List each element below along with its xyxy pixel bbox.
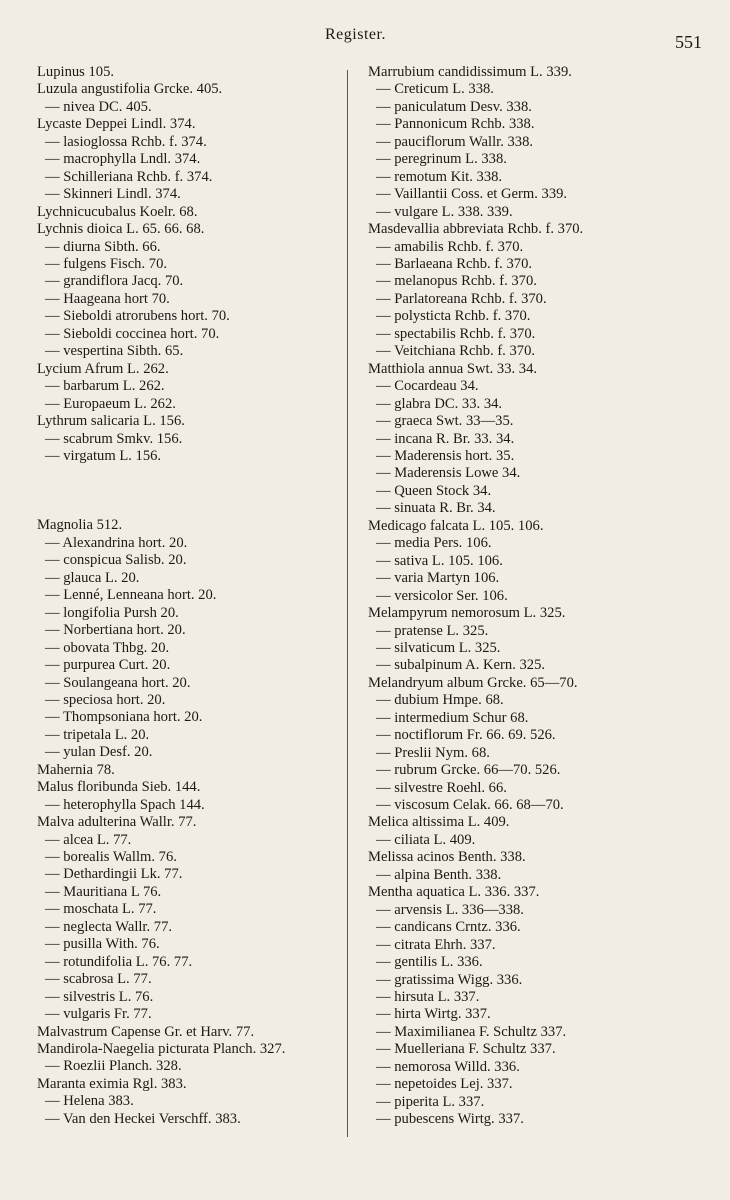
- index-entry: Malvastrum Capense Gr. et Harv. 77.: [37, 1023, 255, 1040]
- index-subentry: — amabilis Rchb. f. 370.: [376, 238, 524, 255]
- index-entry: Melandryum album Grcke. 65—70.: [368, 674, 578, 691]
- index-subentry: — Lenné, Lenneana hort. 20.: [45, 587, 217, 604]
- index-subentry: — gentilis L. 336.: [376, 954, 483, 971]
- index-subentry: — pubescens Wirtg. 337.: [376, 1111, 524, 1128]
- index-subentry: — Parlatoreana Rchb. f. 370.: [376, 290, 547, 307]
- index-subentry: — Maderensis Lowe 34.: [376, 465, 521, 482]
- running-title: Register.: [325, 26, 386, 43]
- index-subentry: — citrata Ehrh. 337.: [376, 936, 496, 953]
- index-entry: Melampyrum nemorosum L. 325.: [368, 605, 566, 622]
- index-subentry: — Queen Stock 34.: [376, 482, 492, 499]
- index-subentry: — nemorosa Willd. 336.: [376, 1058, 520, 1075]
- index-subentry: — borealis Wallm. 76.: [45, 849, 177, 866]
- index-column-right: [368, 64, 698, 1129]
- index-subentry: — silvestre Roehl. 66.: [376, 779, 507, 796]
- index-entry: Magnolia 512.: [37, 517, 123, 534]
- index-subentry: — heterophylla Spach 144.: [45, 796, 205, 813]
- index-subentry: — paniculatum Desv. 338.: [376, 98, 532, 115]
- index-subentry: — yulan Desf. 20.: [45, 744, 153, 761]
- index-subentry: — spectabilis Rchb. f. 370.: [376, 325, 536, 342]
- index-entry: Lychnis dioica L. 65. 66. 68.: [37, 221, 205, 238]
- index-subentry: — macrophylla Lndl. 374.: [45, 151, 201, 168]
- index-subentry: — Veitchiana Rchb. f. 370.: [376, 343, 536, 360]
- index-entry: Matthiola annua Swt. 33. 34.: [368, 360, 538, 377]
- index-subentry: — Pannonicum Rchb. 338.: [376, 116, 535, 133]
- index-entry: Lythrum salicaria L. 156.: [37, 413, 185, 430]
- index-subentry: — scabrosa L. 77.: [45, 971, 152, 988]
- index-subentry: — nivea DC. 405.: [45, 98, 152, 115]
- index-subentry: — Soulangeana hort. 20.: [45, 674, 191, 691]
- index-subentry: — Maderensis hort. 35.: [376, 447, 515, 464]
- index-subentry: — tripetala L. 20.: [45, 726, 150, 743]
- index-entry: Malus floribunda Sieb. 144.: [37, 779, 201, 796]
- index-entry: Maranta eximia Rgl. 383.: [37, 1075, 187, 1092]
- index-entry: Melissa acinos Benth. 338.: [368, 849, 526, 866]
- index-subentry: — silvestris L. 76.: [45, 988, 154, 1005]
- index-subentry: — varia Martyn 106.: [376, 570, 500, 587]
- index-entry: Medicago falcata L. 105. 106.: [368, 517, 544, 534]
- index-subentry: — Van den Heckei Verschff. 383.: [45, 1110, 241, 1127]
- index-entry: Lycaste Deppei Lindl. 374.: [37, 116, 196, 133]
- index-subentry: — pusilla With. 76.: [45, 936, 160, 953]
- index-entry: Mandirola-Naegelia picturata Planch. 327.: [37, 1041, 286, 1058]
- index-subentry: — glabra DC. 33. 34.: [376, 395, 503, 412]
- index-section-m: [37, 517, 342, 1128]
- index-entry: Masdevallia abbreviata Rchb. f. 370.: [368, 221, 584, 238]
- index-entry: Mentha aquatica L. 336. 337.: [368, 884, 540, 901]
- index-subentry: — peregrinum L. 338.: [376, 151, 507, 168]
- index-subentry: — remotum Kit. 338.: [376, 168, 503, 185]
- index-subentry: — melanopus Rchb. f. 370.: [376, 273, 537, 290]
- index-subentry: — polysticta Rchb. f. 370.: [376, 308, 531, 325]
- index-subentry: — neglecta Wallr. 77.: [45, 918, 173, 935]
- index-subentry: — Maximilianea F. Schultz 337.: [376, 1023, 567, 1040]
- index-subentry: — vulgare L. 338. 339.: [376, 203, 513, 220]
- index-subentry: — alpina Benth. 338.: [376, 866, 502, 883]
- index-subentry: — hirta Wirtg. 337.: [376, 1006, 491, 1023]
- index-subentry: — Sieboldi coccinea hort. 70.: [45, 325, 220, 342]
- index-subentry: — Schilleriana Rchb. f. 374.: [45, 168, 213, 185]
- index-subentry: — Preslii Nym. 68.: [376, 744, 490, 761]
- index-subentry: — Dethardingii Lk. 77.: [45, 866, 183, 883]
- index-subentry: — media Pers. 106.: [376, 535, 492, 552]
- index-subentry: — Muelleriana F. Schultz 337.: [376, 1041, 556, 1058]
- index-subentry: — viscosum Celak. 66. 68—70.: [376, 797, 564, 814]
- index-subentry: — obovata Thbg. 20.: [45, 639, 170, 656]
- index-subentry: — Haageana hort 70.: [45, 290, 170, 307]
- index-subentry: — Europaeum L. 262.: [45, 395, 176, 412]
- index-subentry: — silvaticum L. 325.: [376, 639, 501, 656]
- index-subentry: — fulgens Fisch. 70.: [45, 255, 168, 272]
- index-subentry: — virgatum L. 156.: [45, 447, 162, 464]
- index-subentry: — lasioglossa Rchb. f. 374.: [45, 133, 207, 150]
- index-subentry: — sativa L. 105. 106.: [376, 552, 503, 569]
- index-subentry: — graeca Swt. 33—35.: [376, 413, 514, 430]
- index-subentry: — rotundifolia L. 76. 77.: [45, 953, 193, 970]
- index-subentry: — pratense L. 325.: [376, 622, 489, 639]
- index-subentry: — moschata L. 77.: [45, 901, 157, 918]
- index-subentry: — diurna Sibth. 66.: [45, 238, 161, 255]
- index-entry: Melica altissima L. 409.: [368, 814, 510, 831]
- index-subentry: — incana R. Br. 33. 34.: [376, 430, 515, 447]
- index-subentry: — scabrum Smkv. 156.: [45, 430, 183, 447]
- index-subentry: — alcea L. 77.: [45, 831, 132, 848]
- index-subentry: — candicans Crntz. 336.: [376, 919, 521, 936]
- index-subentry: — Vaillantii Coss. et Germ. 339.: [376, 186, 568, 203]
- index-subentry: — grandiflora Jacq. 70.: [45, 273, 184, 290]
- index-section-m-continued: [368, 64, 698, 1129]
- index-entry: Marrubium candidissimum L. 339.: [368, 64, 572, 80]
- index-entry: Mahernia 78.: [37, 761, 115, 778]
- page-number: 551: [675, 32, 702, 52]
- index-subentry: — longifolia Pursh 20.: [45, 604, 179, 621]
- index-subentry: — Norbertiana hort. 20.: [45, 622, 186, 639]
- index-subentry: — purpurea Curt. 20.: [45, 657, 171, 674]
- column-divider: [347, 70, 348, 1137]
- index-entry: Luzula angustifolia Grcke. 405.: [37, 81, 223, 98]
- index-subentry: — rubrum Grcke. 66—70. 526.: [376, 762, 561, 779]
- index-subentry: — noctiflorum Fr. 66. 69. 526.: [376, 727, 556, 744]
- index-subentry: — barbarum L. 262.: [45, 378, 165, 395]
- index-subentry: — Cocardeau 34.: [376, 378, 479, 395]
- index-subentry: — ciliata L. 409.: [376, 831, 476, 848]
- index-subentry: — vulgaris Fr. 77.: [45, 1006, 152, 1023]
- index-subentry: — Helena 383.: [45, 1093, 134, 1110]
- index-section-l: [37, 64, 342, 465]
- index-entry: Lupinus 105.: [37, 64, 115, 80]
- index-subentry: — gratissima Wigg. 336.: [376, 971, 523, 988]
- index-subentry: — Mauritiana L 76.: [45, 883, 162, 900]
- index-subentry: — conspicua Salisb. 20.: [45, 552, 187, 569]
- index-subentry: — hirsuta L. 337.: [376, 989, 480, 1006]
- index-subentry: — dubium Hmpe. 68.: [376, 692, 504, 709]
- index-subentry: — Roezlii Planch. 328.: [45, 1058, 182, 1075]
- index-subentry: — sinuata R. Br. 34.: [376, 500, 496, 517]
- index-subentry: — arvensis L. 336—338.: [376, 901, 524, 918]
- index-subentry: — speciosa hort. 20.: [45, 691, 166, 708]
- index-entry: Lychnicucubalus Koelr. 68.: [37, 203, 198, 220]
- index-subentry: — versicolor Ser. 106.: [376, 587, 508, 604]
- index-column-left: [37, 64, 342, 1128]
- index-subentry: — vespertina Sibth. 65.: [45, 343, 184, 360]
- index-subentry: — Barlaeana Rchb. f. 370.: [376, 255, 533, 272]
- index-subentry: — glauca L. 20.: [45, 569, 140, 586]
- index-subentry: — piperita L. 337.: [376, 1093, 485, 1110]
- page-header: [0, 26, 730, 56]
- index-subentry: — Sieboldi atrorubens hort. 70.: [45, 308, 230, 325]
- section-gap: [37, 465, 342, 517]
- index-subentry: — Creticum L. 338.: [376, 81, 494, 98]
- index-subentry: — Thompsoniana hort. 20.: [45, 709, 203, 726]
- index-entry: Lycium Afrum L. 262.: [37, 360, 169, 377]
- index-subentry: — intermedium Schur 68.: [376, 709, 529, 726]
- index-subentry: — nepetoides Lej. 337.: [376, 1076, 513, 1093]
- index-subentry: — pauciflorum Wallr. 338.: [376, 133, 534, 150]
- index-subentry: — Skinneri Lindl. 374.: [45, 186, 181, 203]
- index-subentry: — subalpinum A. Kern. 325.: [376, 657, 546, 674]
- index-subentry: — Alexandrina hort. 20.: [45, 534, 188, 551]
- index-entry: Malva adulterina Wallr. 77.: [37, 814, 197, 831]
